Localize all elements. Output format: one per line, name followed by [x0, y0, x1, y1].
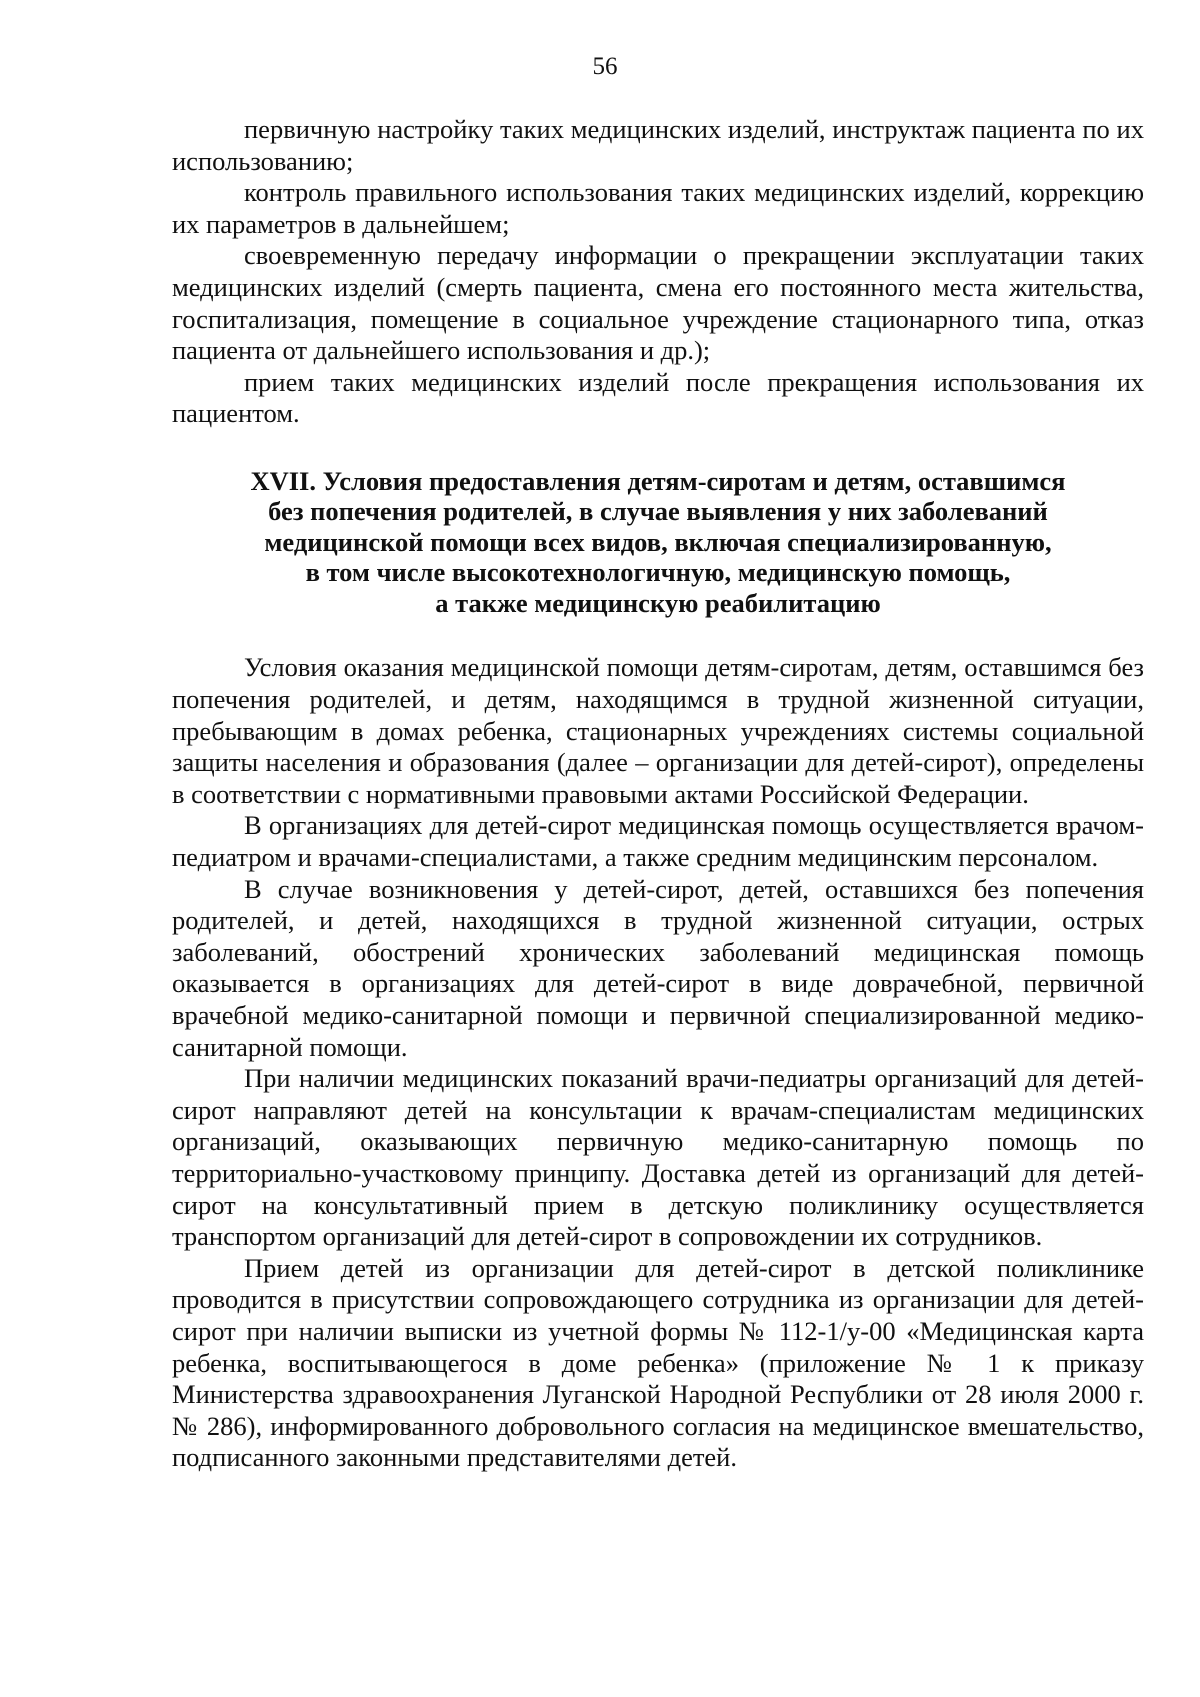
section-heading-line: без попечения родителей, в случае выявления у них заболеваний: [268, 496, 1048, 527]
paragraph-acute-care: В случае возникновения у детей-сирот, детей, оставшихся без попечения родителей, и детей, находящихся в трудной жизненной ситуации, острых заболеваний, обострений хронических заболеваний медицинская помощь оказывается в организациях для детей-сирот в виде доврачебной, первичной врачебной медико-санитарной помощи и первичной специализированной медико-санитарной помощи.: [172, 873, 1144, 1062]
page-content: [172, 114, 1144, 1474]
section-heading-line: в том числе высокотехнологичную, медицинскую помощь,: [305, 557, 1011, 588]
section-heading-line: а также медицинскую реабилитацию: [435, 587, 881, 618]
section-heading-line: медицинской помощи всех видов, включая специализированную,: [264, 526, 1052, 557]
paragraph-device-return: прием таких медицинских изделий после прекращения использования их пациентом.: [172, 366, 1144, 429]
paragraph-timely-notification: своевременную передачу информации о прекращении эксплуатации таких медицинских изделий (смерть пациента, смена его постоянного места жительства, госпитализация, помещение в социальное учреждение стационарного типа, отказ пациента от дальнейшего использования и др.);: [172, 240, 1144, 366]
paragraph-conditions: Условия оказания медицинской помощи детям-сиротам, детям, оставшимся без попечения родителей, и детям, находящимся в трудной жизненной ситуации, пребывающим в домах ребенка, стационарных учреждениях системы социальной защиты населения и образования (далее – организации для детей-сирот), определены в соответствии с нормативными правовыми актами Российской Федерации.: [172, 652, 1144, 809]
section-heading-line: XVII. Условия предоставления детям-сиротам и детям, оставшимся: [250, 465, 1066, 496]
section-heading: [172, 466, 1144, 619]
paragraph-medical-staff: В организациях для детей-сирот медицинская помощь осуществляется врачом-педиатром и врачами-специалистами, а также средним медицинским персоналом.: [172, 810, 1144, 872]
paragraph-polyclinic-reception: Прием детей из организации для детей-сирот в детской поликлинике проводится в присутствии сопровождающего сотрудника из организации для детей-сирот при наличии выписки из учетной формы № 112-1/у-00 «Медицинская карта ребенка, воспитывающегося в доме ребенка» (приложение № 1 к приказу Министерства здравоохранения Луганской Народной Республики от 28 июля 2000 г. № 286), информированного добровольного согласия на медицинское вмешательство, подписанного законными представителями детей.: [172, 1252, 1144, 1473]
paragraph-specialist-referral: При наличии медицинских показаний врачи-педиатры организаций для детей-сирот направляют детей на консультации к врачам-специалистам медицинских организаций, оказывающих первичную медико-санитарную помощь по территориально-участковому принципу. Доставка детей из организаций для детей-сирот на консультативный прием в детскую поликлинику осуществляется транспортом организаций для детей-сирот в сопровождении их сотрудников.: [172, 1063, 1144, 1252]
paragraph-setup-instruction: первичную настройку таких медицинских изделий, инструктаж пациента по их использованию;: [172, 114, 1144, 176]
paragraph-usage-control: контроль правильного использования таких медицинских изделий, коррекцию их параметров в дальнейшем;: [172, 177, 1144, 239]
page-number: 56: [592, 53, 618, 80]
